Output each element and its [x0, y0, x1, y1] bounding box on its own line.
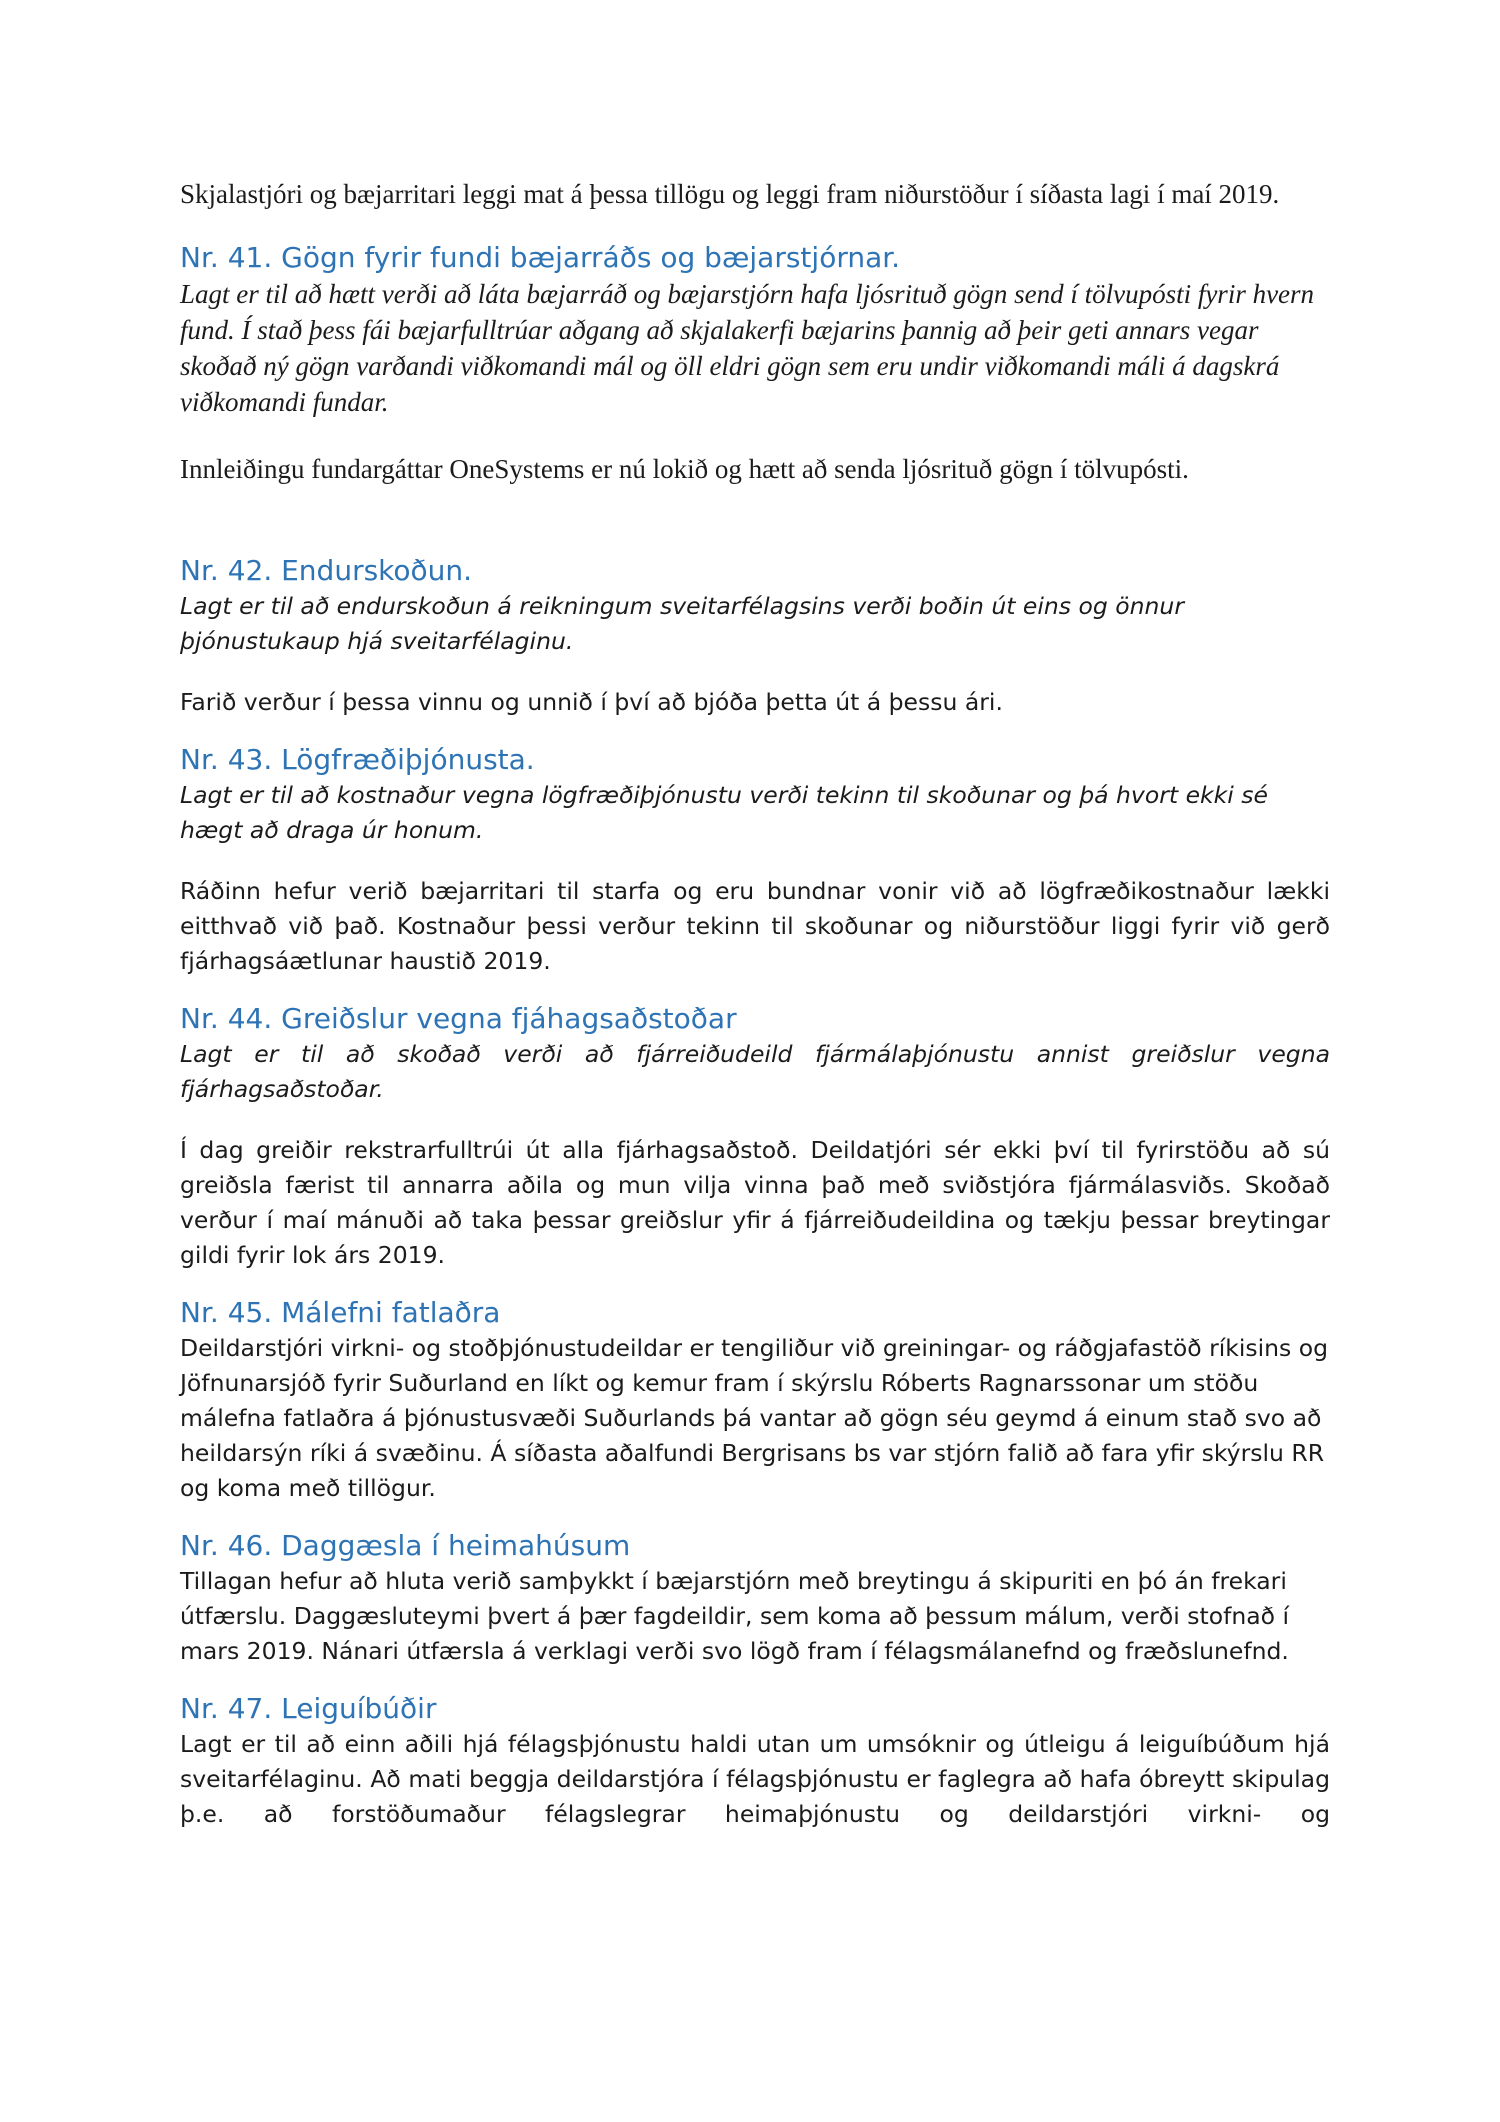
section-45-body: Deildarstjóri virkni- og stoðþjónustudeildar er tengiliður við greiningar- og ráðgjafastöð ríkisins og Jöfnunarsjóð fyrir Suðurland en líkt og kemur fram í skýrslu Róberts Ragnarssonar um stöðu málefna fatlaðra á þjónustusvæði Suðurlands þá vantar að gögn séu geymd á einum stað svo að heildarsýn ríki á svæðinu. Á síðasta aðalfundi Bergrisans bs var stjórn falið að fara yfir skýrslu RR og koma með tillögur. [180, 1334, 1329, 1502]
section-41-proposal: Lagt er til að hætt verði að láta bæjarráð og bæjarstjórn hafa ljósrituð gögn send í tölvupósti fyrir hvern fund. Í stað þess fái bæjarfulltrúar aðgang að skjalakerfi bæjarins þannig að þeir geti annars vegar skoðað ný gögn varðandi viðkomandi mál og öll eldri gögn sem eru undir viðkomandi máli á dagskrá viðkomandi fundar. [180, 279, 1315, 417]
section-46-heading: Nr. 46. Daggæsla í heimahúsum [180, 1529, 631, 1562]
section-46-body: Tillagan hefur að hluta verið samþykkt í bæjarstjórn með breytingu á skipuriti en þó án frekari útfærslu. Daggæsluteymi þvert á þær fagdeildir, sem koma að þessum málum, verði stofnað í mars 2019. Nánari útfærsla á verklagi verði svo lögð fram í félagsmálanefnd og fræðslunefnd. [180, 1567, 1290, 1665]
section-42-proposal: Lagt er til að endurskoðun á reikningum sveitarfélagsins verði boðin út eins og önnur þjónustukaup hjá sveitarfélaginu. [180, 592, 1184, 655]
section-41-response: Innleiðingu fundargáttar OneSystems er nú lokið og hætt að senda ljósrituð gögn í tölvupósti. [180, 454, 1189, 484]
section-44-response: Í dag greiðir rekstrarfulltrúi út alla fjárhagsaðstoð. Deildatjóri sér ekki því til fyrirstöðu að sú greiðsla færist til annarra aðila og mun vilja vinna það með sviðstjóra fjármálasviðs. Skoðað verður í maí mánuði að taka þessar greiðslur yfir á fjárreiðudeildina og tækju þessar breytingar gildi fyrir lok árs 2019. [180, 1136, 1330, 1269]
section-41-heading: Nr. 41. Gögn fyrir fundi bæjarráðs og bæjarstjórnar. [180, 241, 901, 274]
section-43-heading: Nr. 43. Lögfræðiþjónusta. [180, 743, 535, 776]
section-43-response: Ráðinn hefur verið bæjarritari til starfa og eru bundnar vonir við að lögfræðikostnaður lækki eitthvað við það. Kostnaður þessi verður tekinn til skoðunar og niðurstöður liggi fyrir við gerð fjárhagsáætlunar haustið 2019. [180, 877, 1330, 975]
section-44-heading: Nr. 44. Greiðslur vegna fjáhagsaðstoðar [180, 1002, 737, 1035]
section-44-proposal: Lagt er til að skoðað verði að fjárreiðudeild fjármálaþjónustu annist greiðslur vegna fjárhagsaðstoðar. [180, 1040, 1330, 1103]
section-43-proposal: Lagt er til að kostnaður vegna lögfræðiþjónustu verði tekinn til skoðunar og þá hvort ekki sé hægt að draga úr honum. [180, 781, 1268, 844]
intro-paragraph: Skjalastjóri og bæjarritari leggi mat á þessa tillögu og leggi fram niðurstöður í síðasta lagi í maí 2019. [180, 179, 1280, 209]
section-45-heading: Nr. 45. Málefni fatlaðra [180, 1296, 501, 1329]
section-42-response: Farið verður í þessa vinnu og unnið í því að bjóða þetta út á þessu ári. [180, 688, 1003, 716]
document-page [180, 176, 1330, 1832]
section-47-body: Lagt er til að einn aðili hjá félagsþjónustu haldi utan um umsóknir og útleigu á leiguíbúðum hjá sveitarfélaginu. Að mati beggja deildarstjóra í félagsþjónustu er faglegra að hafa óbreytt skipulag þ.e. að forstöðumaður félagslegrar heimaþjónustu og deildarstjóri virkni- og [180, 1730, 1330, 1828]
section-47-heading: Nr. 47. Leiguíbúðir [180, 1692, 437, 1725]
section-42-heading: Nr. 42. Endurskoðun. [180, 554, 473, 587]
